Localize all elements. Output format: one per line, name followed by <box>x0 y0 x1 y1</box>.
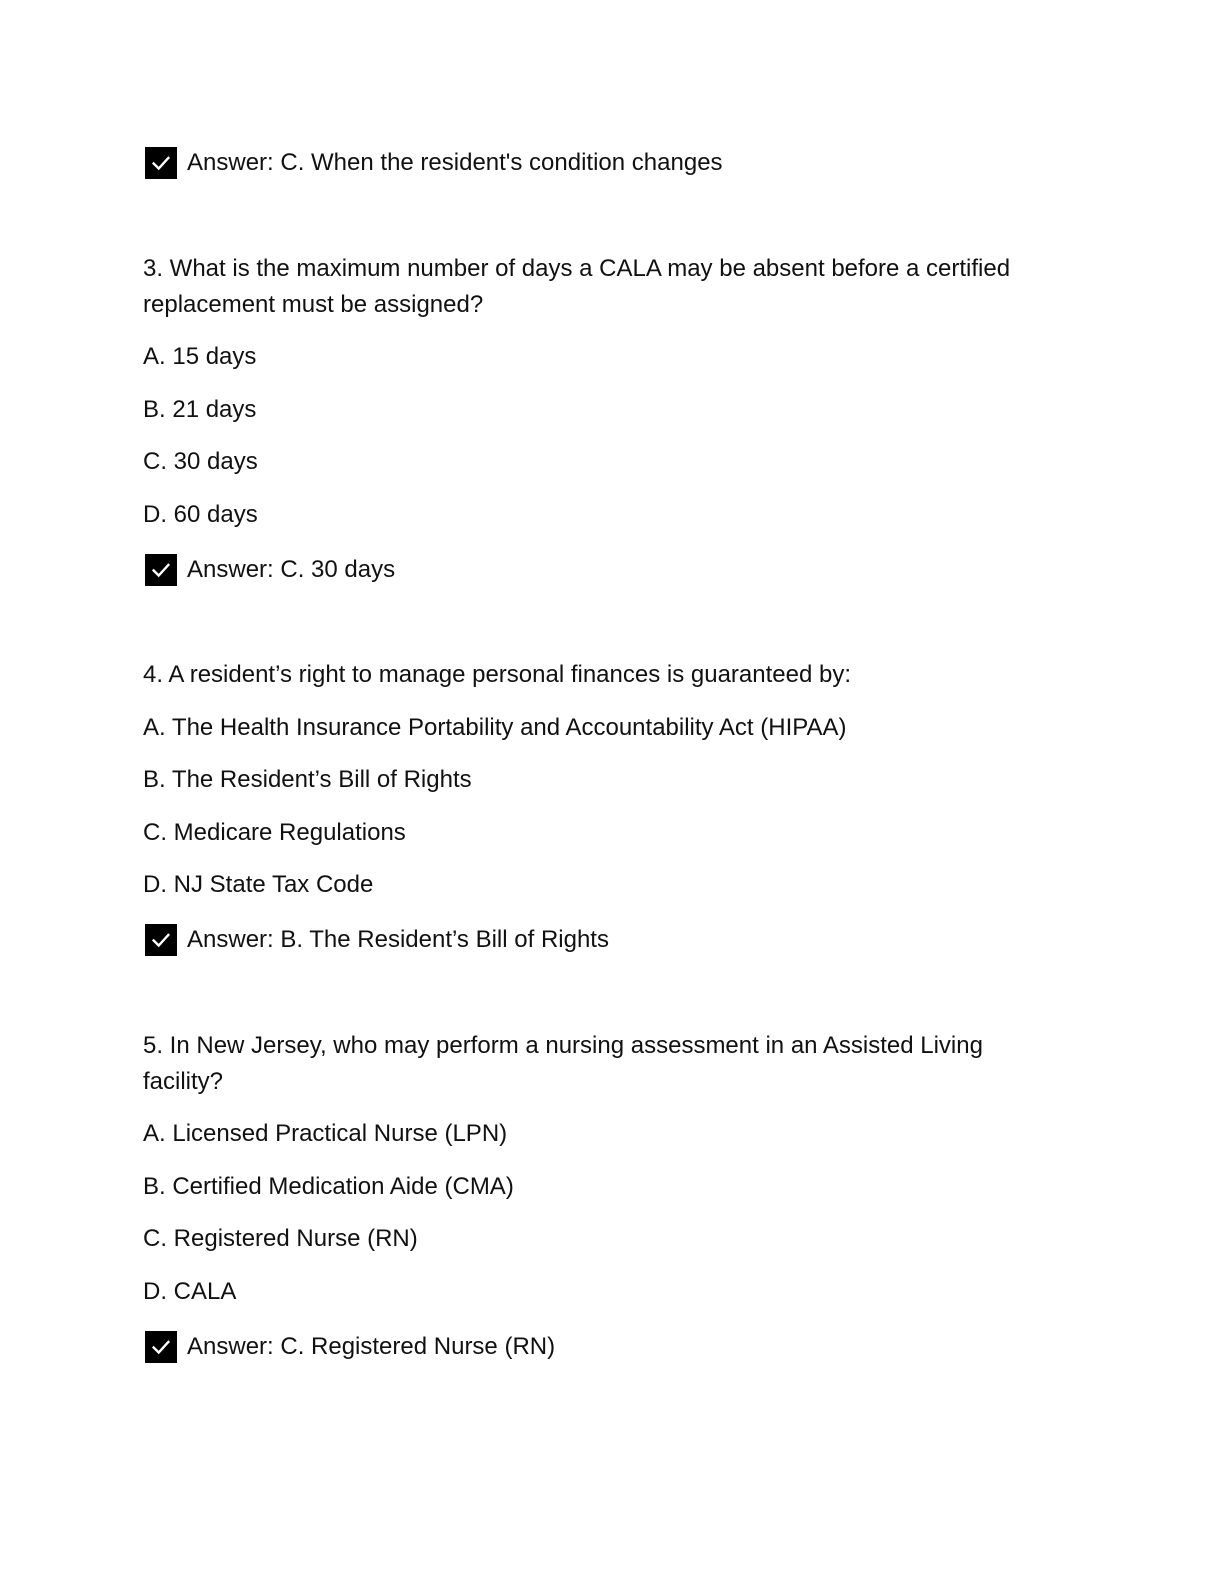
answer-text: Answer: C. When the resident's condition changes <box>187 149 723 176</box>
question-stem: 5. In New Jersey, who may perform a nursing assessment in an Assisted Living <box>143 1032 983 1059</box>
option-item: B. 21 days <box>143 396 257 423</box>
question-stem: 3. What is the maximum number of days a CALA may be absent before a certified <box>143 255 1011 282</box>
question-stem: replacement must be assigned? <box>143 291 484 318</box>
option-item: C. Medicare Regulations <box>143 819 406 846</box>
option-item: C. 30 days <box>143 448 258 475</box>
answer-line <box>145 1330 555 1364</box>
answer-line <box>145 923 609 957</box>
check-box-icon <box>145 924 177 956</box>
check-box-icon <box>145 147 177 179</box>
option-item: A. Licensed Practical Nurse (LPN) <box>143 1120 508 1147</box>
answer-line <box>145 553 395 587</box>
option-item: D. CALA <box>143 1278 237 1305</box>
option-item: D. NJ State Tax Code <box>143 871 374 898</box>
answer-text: Answer: C. 30 days <box>187 556 396 583</box>
question-stem: 4. A resident’s right to manage personal finances is guaranteed by: <box>143 661 852 688</box>
option-item: D. 60 days <box>143 501 258 528</box>
answer-line <box>145 146 723 180</box>
option-item: B. The Resident’s Bill of Rights <box>143 766 472 793</box>
question-stem: facility? <box>143 1068 224 1095</box>
answer-text: Answer: C. Registered Nurse (RN) <box>187 1333 556 1360</box>
check-box-icon <box>145 554 177 586</box>
option-item: A. The Health Insurance Portability and Accountability Act (HIPAA) <box>143 714 847 741</box>
answer-text: Answer: B. The Resident’s Bill of Rights <box>187 926 609 953</box>
option-item: C. Registered Nurse (RN) <box>143 1225 418 1252</box>
check-box-icon <box>145 1331 177 1363</box>
option-item: A. 15 days <box>143 343 257 370</box>
option-item: B. Certified Medication Aide (CMA) <box>143 1173 514 1200</box>
